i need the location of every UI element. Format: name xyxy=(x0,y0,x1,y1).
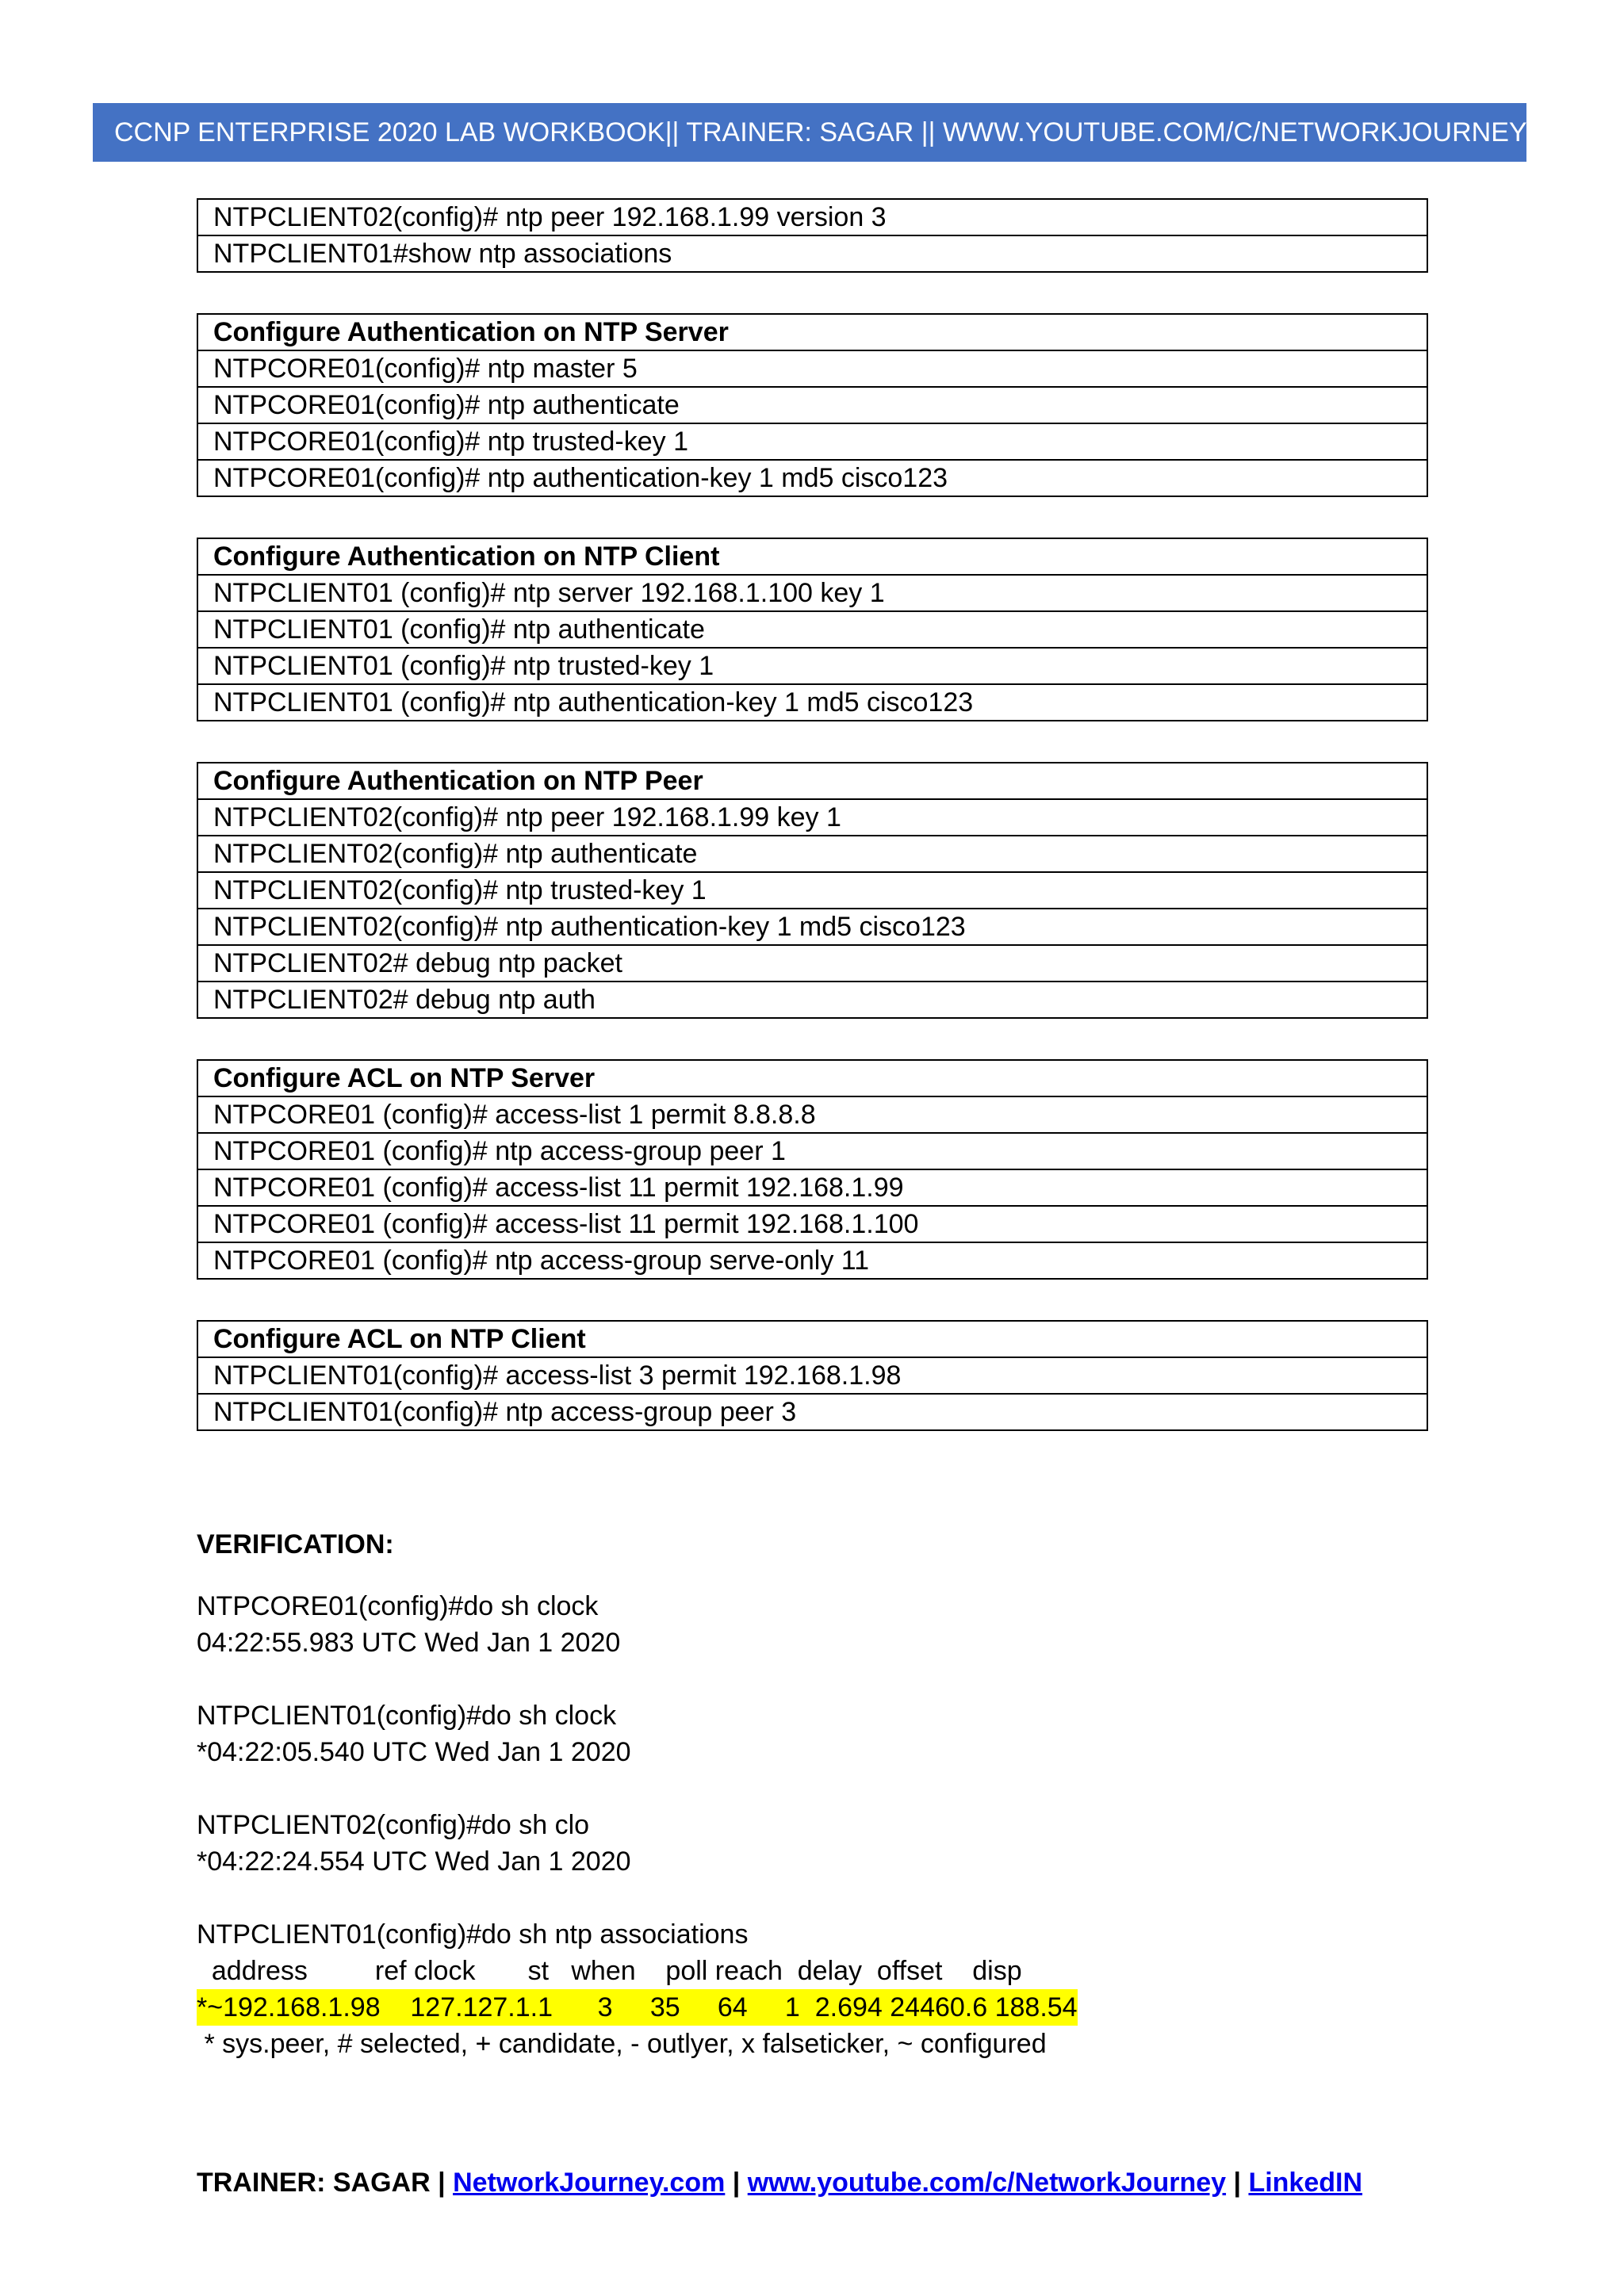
table-row xyxy=(197,350,1427,387)
table-row xyxy=(197,460,1427,496)
verification-title: VERIFICATION: xyxy=(197,1529,394,1559)
associations-legend: * sys.peer, # selected, + candidate, - outlyer, x falseticker, ~ configured xyxy=(197,2029,1047,2059)
client02-clock-output: *04:22:24.554 UTC Wed Jan 1 2020 xyxy=(197,1846,631,1877)
command-cell: NTPCLIENT02(config)# ntp authentication-key 1 md5 cisco123 xyxy=(197,909,1427,945)
command-cell: NTPCLIENT02# debug ntp auth xyxy=(197,982,1427,1018)
table-heading: Configure ACL on NTP Server xyxy=(197,1060,1427,1096)
command-table xyxy=(197,313,1428,497)
command-cell: NTPCORE01(config)# ntp trusted-key 1 xyxy=(197,423,1427,460)
footer-separator: | xyxy=(1226,2168,1249,2198)
command-table xyxy=(197,198,1428,273)
table-heading: Configure Authentication on NTP Server xyxy=(197,314,1427,350)
command-table xyxy=(197,1059,1428,1280)
table-heading: Configure Authentication on NTP Client xyxy=(197,538,1427,575)
command-table xyxy=(197,762,1428,1019)
table-row xyxy=(197,611,1427,648)
table-row xyxy=(197,1242,1427,1279)
table-heading: Configure Authentication on NTP Peer xyxy=(197,763,1427,799)
command-cell: NTPCORE01 (config)# access-list 11 permit 192.168.1.99 xyxy=(197,1169,1427,1206)
table-row xyxy=(197,799,1427,836)
footer-link-linkedin[interactable]: LinkedIN xyxy=(1248,2168,1363,2198)
command-table xyxy=(197,538,1428,721)
table-row xyxy=(197,1169,1427,1206)
table-row xyxy=(197,684,1427,721)
table-row xyxy=(197,1394,1427,1430)
table-row xyxy=(197,199,1427,235)
associations-header: address ref clock st when poll reach delay offset disp xyxy=(197,1956,1022,1986)
core-clock-output: 04:22:55.983 UTC Wed Jan 1 2020 xyxy=(197,1628,621,1658)
associations-command: NTPCLIENT01(config)#do sh ntp associations xyxy=(197,1919,749,1950)
command-cell: NTPCORE01(config)# ntp authenticate xyxy=(197,387,1427,423)
command-cell: NTPCORE01(config)# ntp master 5 xyxy=(197,350,1427,387)
client02-clock-command: NTPCLIENT02(config)#do sh clo xyxy=(197,1810,590,1840)
table-row xyxy=(197,982,1427,1018)
table-row xyxy=(197,575,1427,611)
command-cell: NTPCLIENT01 (config)# ntp server 192.168.1.100 key 1 xyxy=(197,575,1427,611)
command-cell: NTPCLIENT01 (config)# ntp authentication-key 1 md5 cisco123 xyxy=(197,684,1427,721)
command-cell: NTPCLIENT01(config)# ntp access-group peer 3 xyxy=(197,1394,1427,1430)
footer-separator: | xyxy=(430,2168,454,2198)
verification-section xyxy=(197,1526,1465,2062)
table-row xyxy=(197,648,1427,684)
command-cell: NTPCORE01(config)# ntp authentication-key 1 md5 cisco123 xyxy=(197,460,1427,496)
table-row xyxy=(197,909,1427,945)
command-cell: NTPCLIENT01(config)# access-list 3 permit 192.168.1.98 xyxy=(197,1357,1427,1394)
table-row xyxy=(197,1096,1427,1133)
client01-clock-output: *04:22:05.540 UTC Wed Jan 1 2020 xyxy=(197,1737,631,1767)
command-cell: NTPCLIENT01 (config)# ntp authenticate xyxy=(197,611,1427,648)
table-row xyxy=(197,1357,1427,1394)
associations-row-highlighted: *~192.168.1.98 127.127.1.1 3 35 64 1 2.694 24460.6 188.54 xyxy=(197,1989,1078,2026)
footer-trainer: TRAINER: SAGAR xyxy=(197,2168,431,2198)
command-cell: NTPCLIENT02(config)# ntp peer 192.168.1.99 version 3 xyxy=(197,199,1427,235)
command-cell: NTPCLIENT01 (config)# ntp trusted-key 1 xyxy=(197,648,1427,684)
command-table xyxy=(197,1320,1428,1431)
command-cell: NTPCLIENT02(config)# ntp authenticate xyxy=(197,836,1427,872)
footer xyxy=(197,2164,1362,2201)
command-cell: NTPCORE01 (config)# ntp access-group peer 1 xyxy=(197,1133,1427,1169)
command-cell: NTPCORE01 (config)# access-list 1 permit 8.8.8.8 xyxy=(197,1096,1427,1133)
client01-clock-command: NTPCLIENT01(config)#do sh clock xyxy=(197,1701,617,1731)
table-row xyxy=(197,1133,1427,1169)
command-cell: NTPCLIENT02(config)# ntp trusted-key 1 xyxy=(197,872,1427,909)
header-banner: CCNP ENTERPRISE 2020 LAB WORKBOOK|| TRAINER: SAGAR || WWW.YOUTUBE.COM/C/NETWORKJOURNEY xyxy=(93,103,1526,162)
table-heading: Configure ACL on NTP Client xyxy=(197,1321,1427,1357)
command-cell: NTPCORE01 (config)# access-list 11 permit 192.168.1.100 xyxy=(197,1206,1427,1242)
command-cell: NTPCLIENT01#show ntp associations xyxy=(197,235,1427,272)
table-row xyxy=(197,235,1427,272)
footer-separator: | xyxy=(725,2168,748,2198)
table-row xyxy=(197,945,1427,982)
table-row xyxy=(197,836,1427,872)
footer-link-networkjourney[interactable]: NetworkJourney.com xyxy=(453,2168,726,2198)
table-row xyxy=(197,1206,1427,1242)
core-clock-command: NTPCORE01(config)#do sh clock xyxy=(197,1591,599,1621)
table-row xyxy=(197,423,1427,460)
command-cell: NTPCORE01 (config)# ntp access-group serve-only 11 xyxy=(197,1242,1427,1279)
command-tables xyxy=(197,198,1428,1471)
table-row xyxy=(197,872,1427,909)
command-cell: NTPCLIENT02(config)# ntp peer 192.168.1.99 key 1 xyxy=(197,799,1427,836)
footer-link-youtube[interactable]: www.youtube.com/c/NetworkJourney xyxy=(747,2168,1227,2198)
table-row xyxy=(197,387,1427,423)
command-cell: NTPCLIENT02# debug ntp packet xyxy=(197,945,1427,982)
